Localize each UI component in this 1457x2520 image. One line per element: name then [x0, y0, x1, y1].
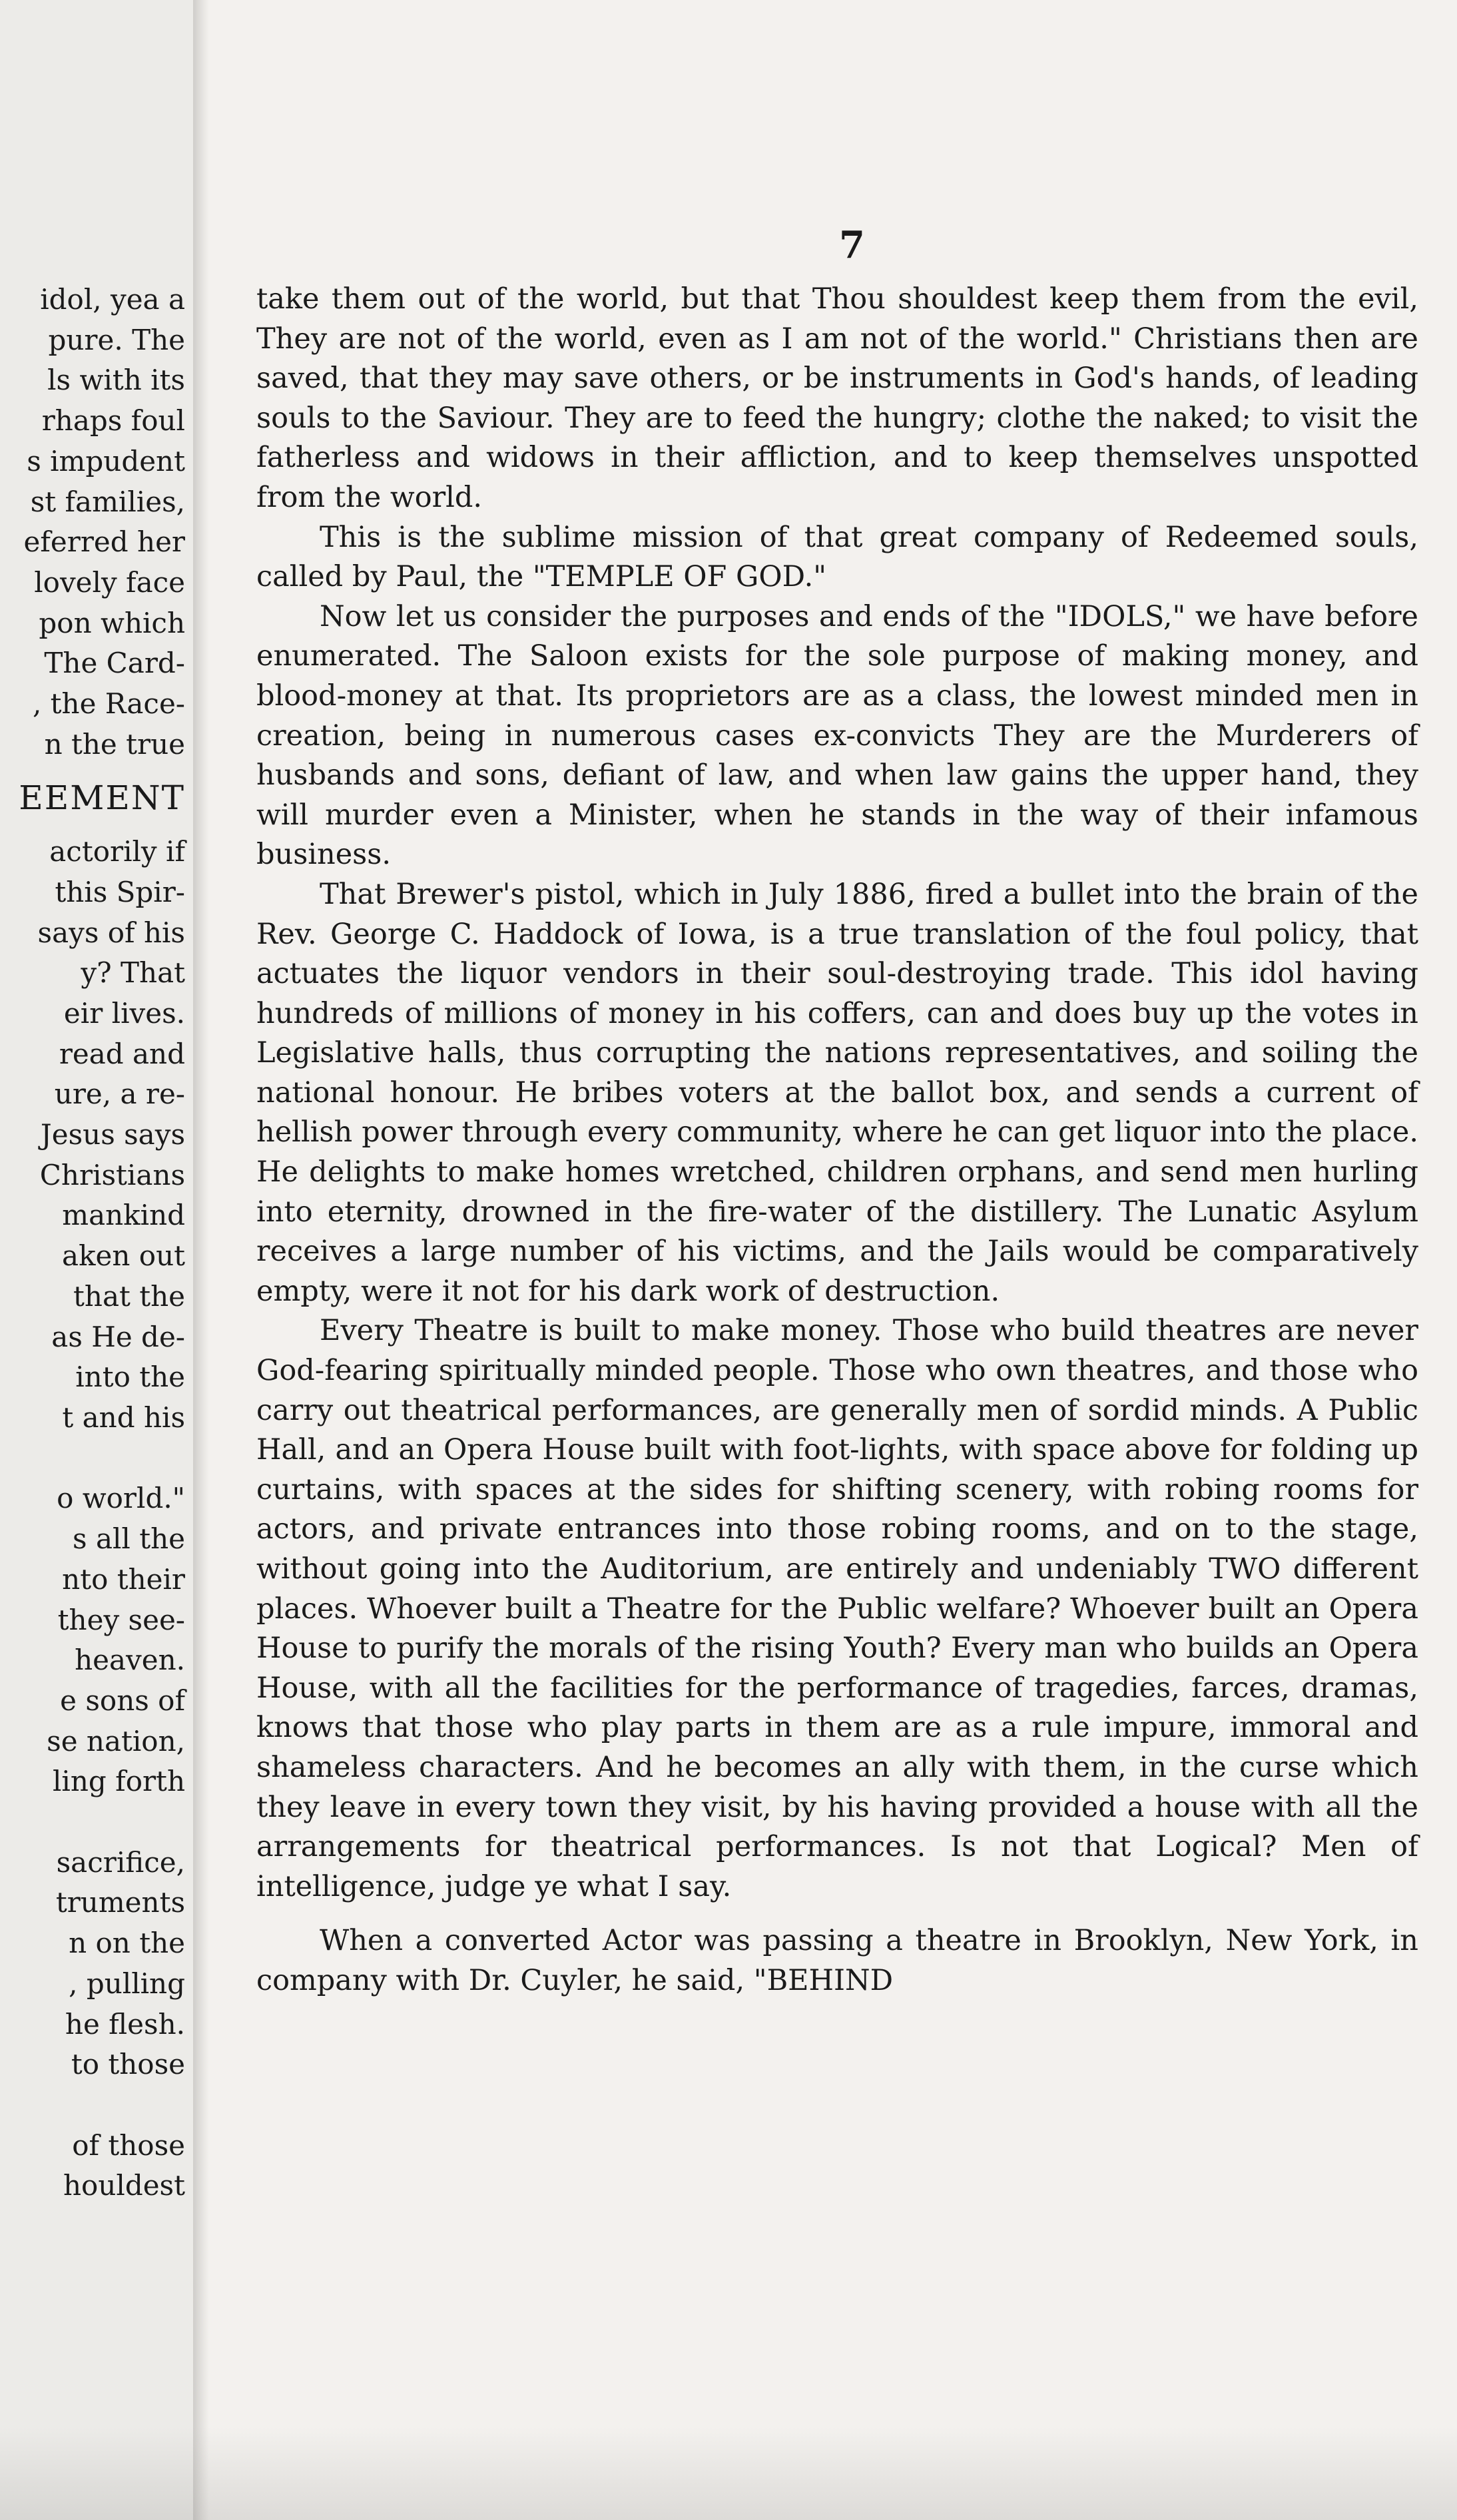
- left-line: ls with its: [47, 364, 185, 397]
- left-line: idol, yea a: [40, 283, 185, 316]
- left-line: [7, 1438, 185, 1479]
- page-gutter: [193, 0, 209, 2520]
- left-line: houldest: [63, 2169, 185, 2202]
- left-line: Christians: [39, 1158, 185, 1191]
- left-line: Jesus says: [40, 1118, 185, 1151]
- left-line: eferred her: [23, 525, 185, 559]
- left-line: o world.": [57, 1482, 185, 1515]
- left-line: n on the: [69, 1927, 185, 1960]
- left-line: The Card-: [44, 647, 185, 680]
- left-line: pon which: [39, 606, 185, 639]
- left-line: into the: [75, 1361, 185, 1394]
- left-line: heaven.: [75, 1644, 185, 1677]
- left-line: rhaps foul: [41, 404, 185, 438]
- left-line: n the true: [44, 727, 185, 761]
- left-line: ure, a re-: [54, 1078, 185, 1111]
- left-line: nto their: [62, 1562, 185, 1596]
- paragraph: When a converted Actor was passing a theatre in Brooklyn, New York, in company with Dr. Cuyler, he said, "BEHIND: [256, 1924, 1418, 1997]
- scan-shadow: [0, 2427, 1457, 2520]
- left-line: that the: [73, 1279, 185, 1313]
- left-line: se nation,: [47, 1724, 185, 1757]
- previous-page-text: [7, 280, 185, 2206]
- left-line: aken out: [62, 1239, 185, 1273]
- left-line: [7, 2085, 185, 2126]
- left-line: they see-: [57, 1603, 185, 1636]
- left-line: of those: [72, 2128, 185, 2162]
- left-section-heading: EEMENT: [19, 779, 185, 818]
- paragraph: That Brewer's pistol, which in July 1886, fired a bullet into the brain of the Rev. George C. Haddock of Iowa, is a true translation of the foul policy, that actuates the liquor vendors in their soul-destroying trade. This idol having hundreds of millions of money in his coffers, can and does buy up the votes in Legislative halls, thus corrupting the nations representatives, and soiling the national honour. He bribes voters at the ballot box, and sends a current of hellish power through every community, where he can get liquor into the place. He delights to make homes wretched, children orphans, and send men hurling into eternity, drowned in the fire-water of the distillery. The Lunatic Asylum receives a large number of his victims, and the Jails would be comparatively empty, were it not for his dark work of destruction.: [256, 877, 1418, 1308]
- left-line: read and: [59, 1037, 185, 1070]
- left-line: actorily if: [49, 835, 185, 868]
- left-line: lovely face: [34, 565, 185, 599]
- left-line: ling forth: [53, 1765, 185, 1798]
- left-line: [7, 1802, 185, 1843]
- left-line: to those: [71, 2048, 185, 2081]
- left-line: s all the: [73, 1522, 185, 1556]
- left-line: this Spir-: [55, 875, 185, 908]
- page-number: 7: [839, 223, 865, 267]
- left-line: , the Race-: [32, 687, 185, 721]
- previous-page-strip: [0, 0, 193, 2520]
- left-line: s impudent: [27, 444, 185, 477]
- paragraph: Every Theatre is built to make money. Those who build theatres are never God-fearing spiritually minded people. Those who own theatres, and those who carry out theatrical performances, are generally men of sordid minds. A Public Hall, and an Opera House built with foot-lights, with space above for folding up curtains, with spaces at the sides for shifting scenery, with robing rooms for actors, and private entrances into those robing rooms, and on to the stage, without going into the Auditorium, are entirely and undeniably TWO different places. Whoever built a Theatre for the Public welfare? Whoever built an Opera House to purify the morals of the rising Youth? Every man who builds an Opera House, with all the facilities for the performance of tragedies, farces, dramas, knows that those who play parts in them are as a rule impure, immoral and shameless characters. And he becomes an ally with them, in the curse which they leave in every town they visit, by his having provided a house with all the arrangements for theatrical performances. Is not that Logical? Men of intelligence, judge ye what I say.: [256, 1314, 1418, 1903]
- left-line: says of his: [37, 916, 185, 949]
- left-line: he flesh.: [65, 2007, 185, 2041]
- left-line: eir lives.: [63, 996, 185, 1030]
- left-line: truments: [55, 1886, 185, 1919]
- left-line: e sons of: [60, 1684, 185, 1717]
- left-line: mankind: [62, 1199, 185, 1232]
- paragraph: take them out of the world, but that Thou shouldest keep them from the evil, They are not of the world, even as I am not of the world." Christians then are saved, that they may save others, or be instruments in God's hands, of leading souls to the Saviour. They are to feed the hungry; clothe the naked; to visit the fatherless and widows in their affliction, and to keep themselves unspotted from the world.: [256, 282, 1418, 514]
- paragraph: Now let us consider the purposes and ends of the "IDOLS," we have before enumerated. The Saloon exists for the sole purpose of making money, and blood-money at that. Its proprietors are as a class, the lowest minded men in creation, being in numerous cases ex-convicts They are the Murderers of husbands and sons, defiant of law, and when law gains the upper hand, they will murder even a Minister, when he stands in the way of their infamous business.: [256, 599, 1418, 872]
- left-line: as He de-: [51, 1320, 185, 1353]
- left-line: sacrifice,: [56, 1845, 185, 1879]
- page-body: [256, 280, 1418, 2001]
- paragraph: This is the sublime mission of that great company of Redeemed souls, called by Paul, the "TEMPLE OF GOD.": [256, 520, 1418, 594]
- left-line: st families,: [30, 485, 185, 518]
- left-line: t and his: [62, 1401, 185, 1434]
- left-line: , pulling: [69, 1967, 185, 2000]
- left-line: pure. The: [48, 323, 185, 356]
- left-line: y? That: [81, 956, 185, 990]
